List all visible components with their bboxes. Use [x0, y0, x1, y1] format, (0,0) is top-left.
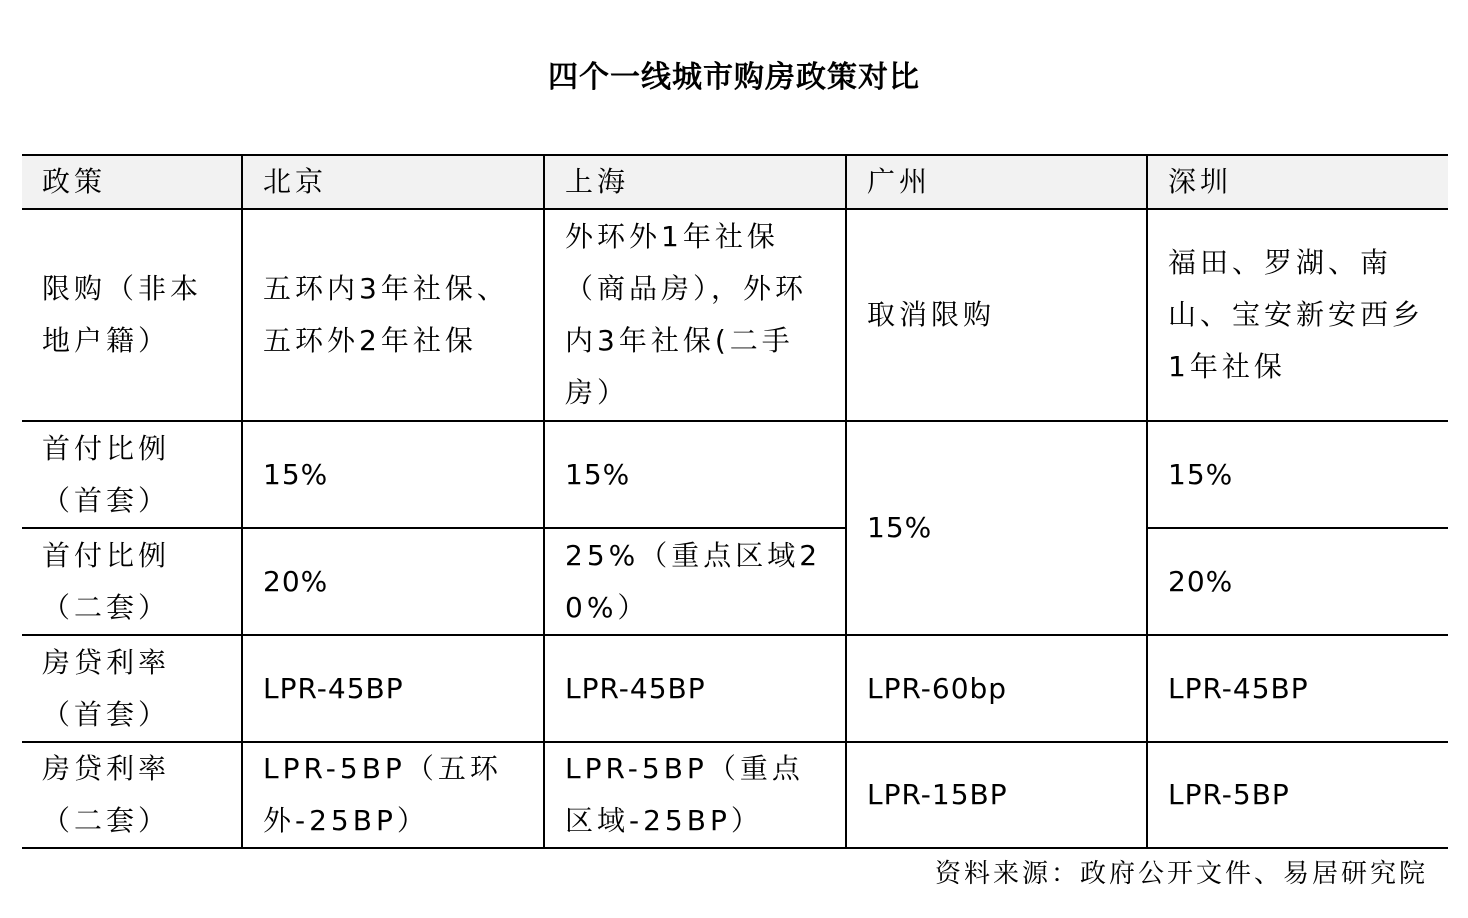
row-label	[22, 209, 242, 421]
table-header-row	[22, 155, 1448, 209]
cell-text: 15%	[1168, 457, 1234, 491]
row-label-text: 首付比例（首套）	[42, 431, 171, 517]
policy-comparison-table	[22, 154, 1448, 849]
cell-shanghai	[544, 528, 846, 635]
row-label	[22, 421, 242, 528]
row-label	[22, 528, 242, 635]
cell-text: 20%	[1168, 564, 1234, 598]
header-shenzhen: 深圳	[1147, 155, 1448, 209]
page-title: 四个一线城市购房政策对比	[548, 60, 920, 95]
header-policy: 政策	[22, 155, 242, 209]
row-label-text: 房贷利率（首套）	[42, 645, 171, 731]
cell-guangzhou	[846, 635, 1147, 742]
header-guangzhou: 广州	[846, 155, 1147, 209]
cell-text: LPR-45BP	[263, 671, 404, 705]
header-shanghai: 上海	[544, 155, 846, 209]
cell-shanghai	[544, 742, 846, 848]
cell-text: 25%（重点区域20%）	[565, 538, 822, 624]
cell-text: LPR-45BP	[1168, 671, 1309, 705]
cell-shenzhen	[1147, 209, 1448, 421]
row-label	[22, 742, 242, 848]
cell-beijing	[242, 742, 544, 848]
cell-text: 取消限购	[867, 298, 996, 331]
cell-guangzhou	[846, 421, 1147, 635]
row-label	[22, 635, 242, 742]
cell-shenzhen	[1147, 421, 1448, 528]
cell-text: LPR-15BP	[867, 778, 1008, 811]
cell-shenzhen	[1147, 635, 1448, 742]
cell-text: 外环外1年社保（商品房），外环内3年社保(二手房）	[565, 220, 808, 409]
table-row	[22, 742, 1448, 848]
cell-text: LPR-5BP（五环外-25BP）	[263, 752, 502, 837]
cell-text: 15%	[565, 457, 631, 491]
table-row	[22, 421, 1448, 528]
cell-shenzhen	[1147, 742, 1448, 848]
table-row	[22, 209, 1448, 421]
cell-beijing	[242, 209, 544, 421]
cell-shanghai	[544, 209, 846, 421]
cell-shenzhen	[1147, 528, 1448, 635]
cell-text: LPR-60bp	[867, 671, 1008, 705]
cell-guangzhou	[846, 209, 1147, 421]
cell-beijing	[242, 421, 544, 528]
cell-text: LPR-45BP	[565, 671, 706, 705]
table-row	[22, 528, 1448, 635]
table-row	[22, 635, 1448, 742]
cell-shanghai	[544, 635, 846, 742]
cell-text: 20%	[263, 564, 329, 598]
row-label-text: 首付比例（二套）	[42, 538, 171, 624]
header-beijing: 北京	[242, 155, 544, 209]
cell-beijing	[242, 635, 544, 742]
cell-guangzhou	[846, 742, 1147, 848]
cell-text: 五环内3年社保、五环外2年社保	[263, 272, 509, 357]
cell-shanghai	[544, 421, 846, 528]
cell-text: LPR-5BP	[1168, 778, 1290, 811]
cell-text: 15%	[263, 457, 329, 491]
row-label-text: 限购（非本地户籍）	[42, 272, 203, 357]
cell-beijing	[242, 528, 544, 635]
source-note: 资料来源：政府公开文件、易居研究院	[934, 859, 1428, 889]
cell-text: 福田、罗湖、南山、宝安新安西乡1年社保	[1168, 246, 1425, 383]
cell-text: 15%	[867, 511, 933, 544]
row-label-text: 房贷利率（二套）	[42, 752, 171, 837]
cell-text: LPR-5BP（重点区域-25BP）	[565, 752, 804, 837]
